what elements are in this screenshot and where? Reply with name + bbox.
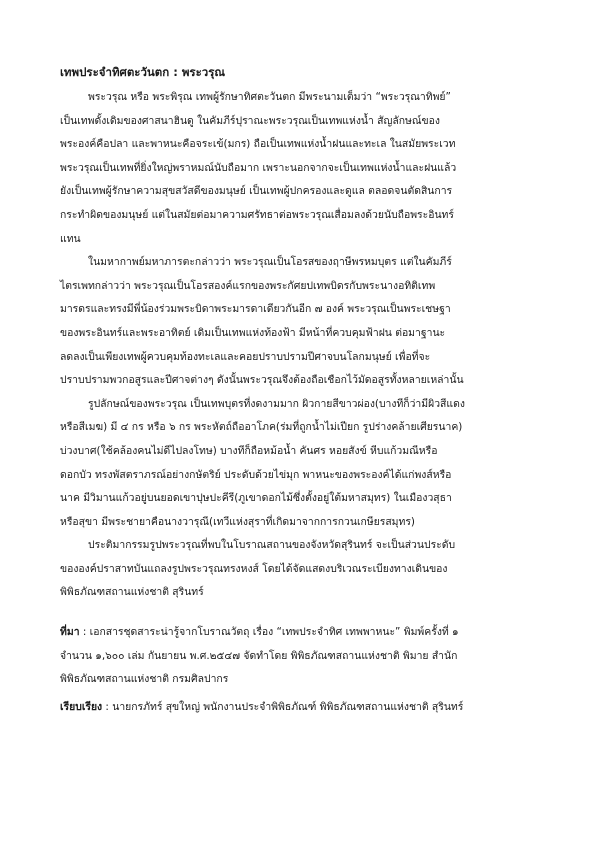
compiled-by-line: [60, 696, 540, 720]
paragraph-line: พระองค์คือปลา และพาหนะคือจระเข้(มกร) ถือเป็นเทพแห่งน้ำฝนและทะเล ในสมัยพระเวท: [60, 138, 456, 151]
paragraph-line: บ่วงบาศ(ใช้คล้องคนไม่ดีไปลงโทษ) บางทีก็ถือหม้อน้ำ คันศร หอยสังข์ หีบแก้วมณีหรือ: [60, 444, 438, 457]
paragraph-line: ปราบปรามพวกอสูรและปีศาจต่างๆ ดังนั้นพระวรุณจึงต้องถือเชือกไว้มัดอสูรทั้งหลายเหล่านั้น: [60, 374, 464, 387]
body-paragraph: [60, 251, 540, 393]
compiled-by-label: เรียบเรียง: [60, 700, 103, 713]
paragraph-line: พระวรุณเป็นเทพที่ยิ่งใหญ่พราหมณ์นับถือมาก เพราะนอกจากจะเป็นเทพแห่งน้ำและฝนแล้ว: [60, 161, 457, 174]
paragraph-line: มารดรและทรงมีพี่น้องร่วมพระบิดาพระมารดาเดียวกันอีก ๗ องค์ พระวรุณเป็นพระเชษฐา: [60, 303, 451, 316]
paragraph-line: รูปลักษณ์ของพระวรุณ เป็นเทพบุตรที่งดงามมาก ผิวกายสีขาวผ่อง(บางทีก็ว่ามีผิวสีแดง: [88, 397, 465, 410]
document-body: [60, 86, 540, 605]
paragraph-line: ดอกบัว ทรงพัสตราภรณ์อย่างกษัตริย์ ประดับด้วยไข่มุก พาหนะของพระองค์ได้แก่พงส์หรือ: [60, 468, 452, 481]
paragraph-line: ไตรเพทกล่าวว่า พระวรุณเป็นโอรสองค์แรกของพระกัศยปเทพบิดรกับพระนางอทิติเทพ: [60, 279, 436, 292]
paragraph-line: ในมหากาพย์มหาภารตะกล่าวว่า พระวรุณเป็นโอรสของฤาษีพรหมบุตร แต่ในคัมภีร์: [88, 256, 452, 269]
compiled-by-block: [60, 696, 540, 720]
body-paragraph: [60, 534, 540, 605]
paragraph-line: พิพิธภัณฑสถานแห่งชาติ สุรินทร์: [60, 586, 204, 599]
paragraph-line: แทน: [60, 232, 81, 245]
paragraph-line: หรือสีเมฆ) มี ๔ กร หรือ ๖ กร พระหัตถ์ถืออาโภค(ร่มที่ถูกน้ำไม่เปียก รูปร่างคล้ายเศียรนาค): [60, 421, 463, 434]
source-line: จำนวน ๑,๖๐๐ เล่ม กันยายน พ.ศ.๒๕๔๗ จัดทำโดย พิพิธภัณฑสถานแห่งชาติ พิมาย สำนัก: [60, 649, 458, 662]
compiled-by-text: : นายกรภัทร์ สุขใหญ่ พนักงานประจำพิพิธภัณฑ์ พิพิธภัณฑสถานแห่งชาติ สุรินทร์: [102, 700, 464, 713]
source-line: พิพิธภัณฑสถานแห่งชาติ กรมศิลปากร: [60, 673, 229, 686]
document-footer: [60, 621, 540, 719]
source-block: [60, 621, 540, 692]
paragraph-line: นาค มีวิมานแก้วอยู่บนยอดเขาปุษปะคีรี(ภูเขาดอกไม้ซึ่งตั้งอยู่ใต้มหาสมุทร) ในเมืองวสุธา: [60, 492, 452, 505]
document-title: เทพประจำทิศตะวันตก : พระวรุณ: [60, 65, 226, 79]
source-text: : เอกสารชุดสาระน่ารู้จากโบราณวัตถุ เรื่อง “เทพประจำทิศ เทพพาหนะ” พิมพ์ครั้งที่ ๑: [79, 626, 459, 639]
paragraph-line: หรือสุขา มีพระชายาคือนางวารุณี(เทวีแห่งสุราที่เกิดมาจากการกวนเกษียรสมุทร): [60, 515, 415, 528]
paragraph-line: ยังเป็นเทพผู้รักษาความสุขสวัสดีของมนุษย์ เป็นเทพผู้ปกครองและดูแล ตลอดจนตัดสินการ: [60, 185, 453, 198]
body-paragraph: [60, 393, 540, 535]
source-line: [60, 621, 540, 645]
body-paragraph: [60, 86, 540, 251]
paragraph-line: เป็นเทพดั้งเดิมของศาสนาฮินดู ในคัมภีร์ปุราณะพระวรุณเป็นเทพแห่งน้ำ สัญลักษณ์ของ: [60, 114, 440, 127]
paragraph-line: ลดลงเป็นเพียงเทพผู้ควบคุมท้องทะเลและคอยปราบปรามปีศาจบนโลกมนุษย์ เพื่อที่จะ: [60, 350, 431, 363]
source-label: ที่มา: [60, 626, 80, 639]
paragraph-line: พระวรุณ หรือ พระพิรุณ เทพผู้รักษาทิศตะวันตก มีพระนามเต็มว่า “พระวรุณาทิพย์”: [88, 91, 451, 103]
paragraph-line: ของพระอินทร์และพระอาทิตย์ เดิมเป็นเทพแห่งท้องฟ้า มีหน้าที่ควบคุมฟ้าฝน ต่อมาฐานะ: [60, 326, 446, 339]
paragraph-line: กระทำผิดของมนุษย์ แต่ในสมัยต่อมาความศรัทธาต่อพระวรุณเสื่อมลงด้วยนับถือพระอินทร์: [60, 208, 454, 221]
paragraph-line: ขององค์ปราสาทบันแถลงรูปพระวรุณทรงหงส์ โดยได้จัดแสดงบริเวณระเบียงทางเดินของ: [60, 562, 448, 575]
paragraph-line: ประติมากรรมรูปพระวรุณที่พบในโบราณสถานของจังหวัดสุรินทร์ จะเป็นส่วนประดับ: [88, 539, 456, 552]
document-page: [60, 62, 540, 723]
